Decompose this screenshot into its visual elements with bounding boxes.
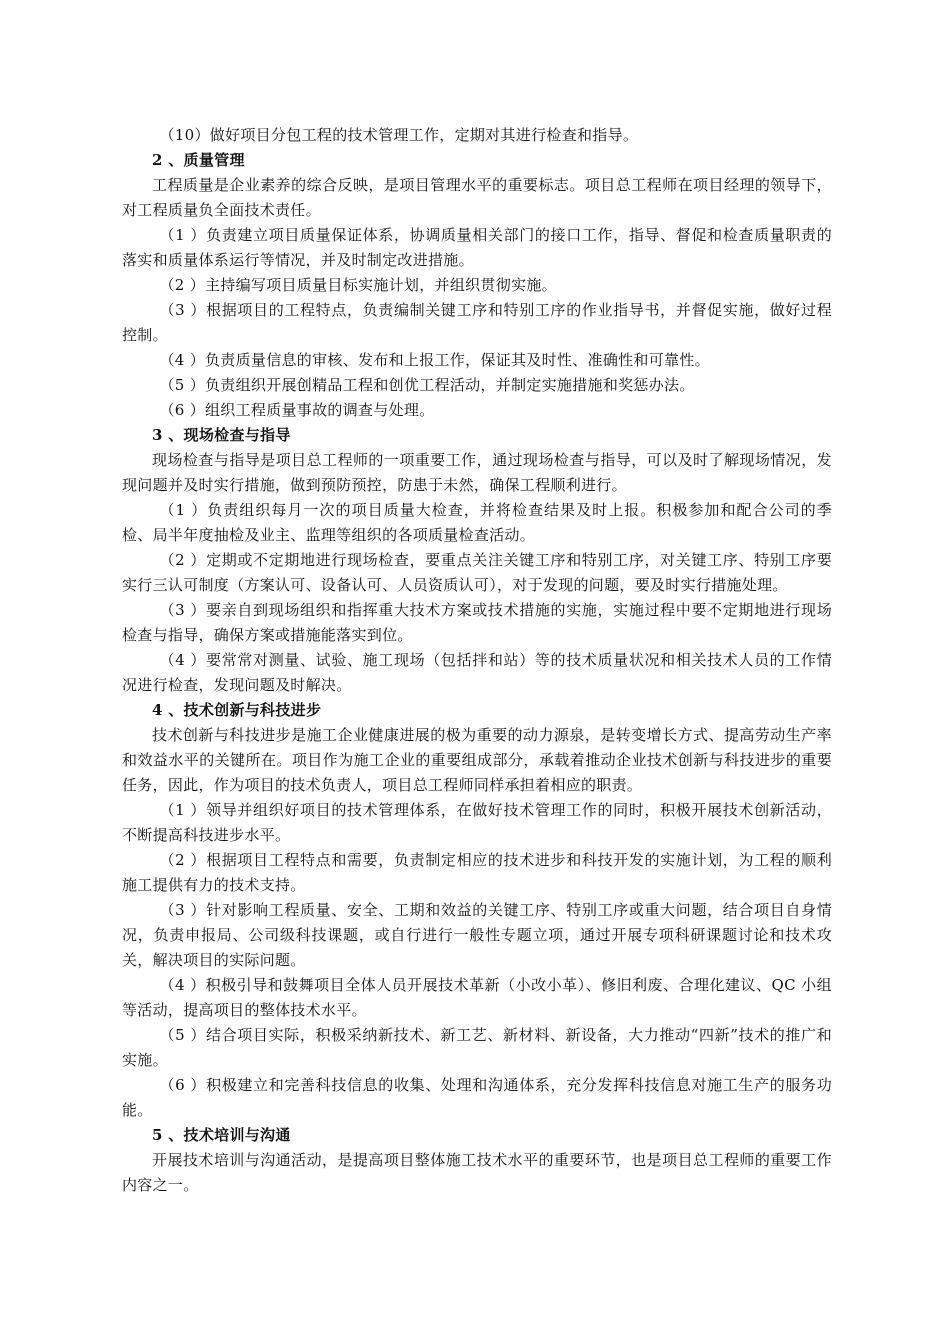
section-heading: 5 、技术培训与沟通 <box>152 1126 291 1144</box>
section-heading: 3 、现场检查与指导 <box>152 426 291 444</box>
list-item: （3 ）针对影响工程质量、安全、工期和效益的关键工序、特别工序或重大问题，结合项目自身情况，负责申报局、公司级科技课题，或自行进行一般性专题立项，通过开展专项科研课题讨论和技术攻关，解决项目的实际问题。 <box>122 901 832 969</box>
list-item: （2 ）主持编写项目质量目标实施计划，并组织贯彻实施。 <box>159 276 557 294</box>
list-item: （1 ）领导并组织好项目的技术管理体系，在做好技术管理工作的同时，积极开展技术创新活动，不断提高科技进步水平。 <box>122 801 832 844</box>
list-item: （4 ）要常常对测量、试验、施工现场（包括拌和站）等的技术质量状况和相关技术人员的工作情况进行检查，发现问题及时解决。 <box>122 651 832 694</box>
body-paragraph: 开展技术培训与沟通活动，是提高项目整体施工技术水平的重要环节，也是项目总工程师的重要工作内容之一。 <box>122 1151 832 1194</box>
section-heading: 4 、技术创新与科技进步 <box>152 701 322 719</box>
list-item: （1 ）负责组织每月一次的项目质量大检查，并将检查结果及时上报。积极参加和配合公司的季检、局半年度抽检及业主、监理等组织的各项质量检查活动。 <box>122 501 832 544</box>
list-item: （3 ）要亲自到现场组织和指挥重大技术方案或技术措施的实施，实施过程中要不定期地进行现场检查与指导，确保方案或措施能落实到位。 <box>122 601 832 644</box>
list-item: （2 ）根据项目工程特点和需要，负责制定相应的技术进步和科技开发的实施计划，为工程的顺利施工提供有力的技术支持。 <box>122 851 832 894</box>
list-item: （2 ）定期或不定期地进行现场检查，要重点关注关键工序和特别工序，对关键工序、特别工序要实行三认可制度（方案认可、设备认可、人员资质认可），对于发现的问题，要及时实行措施处理。 <box>122 551 832 594</box>
list-item: （4 ）负责质量信息的审核、发布和上报工作，保证其及时性、准确性和可靠性。 <box>159 351 710 369</box>
body-paragraph: 现场检查与指导是项目总工程师的一项重要工作，通过现场检查与指导，可以及时了解现场情况，发现问题并及时实行措施，做到预防预控，防患于未然，确保工程顺利进行。 <box>122 451 832 494</box>
list-item: （6 ）积极建立和完善科技信息的收集、处理和沟通体系，充分发挥科技信息对施工生产的服务功能。 <box>122 1076 832 1119</box>
document-body <box>122 123 832 1198</box>
section-heading: 2 、质量管理 <box>152 151 245 169</box>
list-item: （5 ）负责组织开展创精品工程和创优工程活动，并制定实施措施和奖惩办法。 <box>159 376 695 394</box>
body-paragraph: 技术创新与科技进步是施工企业健康进展的极为重要的动力源泉，是转变增长方式、提高劳动生产率和效益水平的关键所在。项目作为施工企业的重要组成部分，承载着推动企业技术创新与科技进步的重要任务，因此，作为项目的技术负责人，项目总工程师同样承担着相应的职责。 <box>122 726 832 794</box>
body-paragraph: 工程质量是企业素养的综合反映，是项目管理水平的重要标志。项目总工程师在项目经理的领导下，对工程质量负全面技术责任。 <box>122 176 832 219</box>
list-item: （3 ）根据项目的工程特点，负责编制关键工序和特别工序的作业指导书，并督促实施，做好过程控制。 <box>122 301 832 344</box>
list-item: （10）做好项目分包工程的技术管理工作，定期对其进行检查和指导。 <box>159 126 639 144</box>
list-item: （6 ）组织工程质量事故的调查与处理。 <box>159 401 435 419</box>
list-item: （4 ）积极引导和鼓舞项目全体人员开展技术革新（小改小革）、修旧利废、合理化建议、QC 小组等活动，提高项目的整体技术水平。 <box>122 976 832 1019</box>
list-item: （1 ）负责建立项目质量保证体系，协调质量相关部门的接口工作，指导、督促和检查质量职责的落实和质量体系运行等情况，并及时制定改进措施。 <box>122 226 832 269</box>
list-item: （5 ）结合项目实际，积极采纳新技术、新工艺、新材料、新设备，大力推动“四新”技术的推广和实施。 <box>122 1026 832 1069</box>
